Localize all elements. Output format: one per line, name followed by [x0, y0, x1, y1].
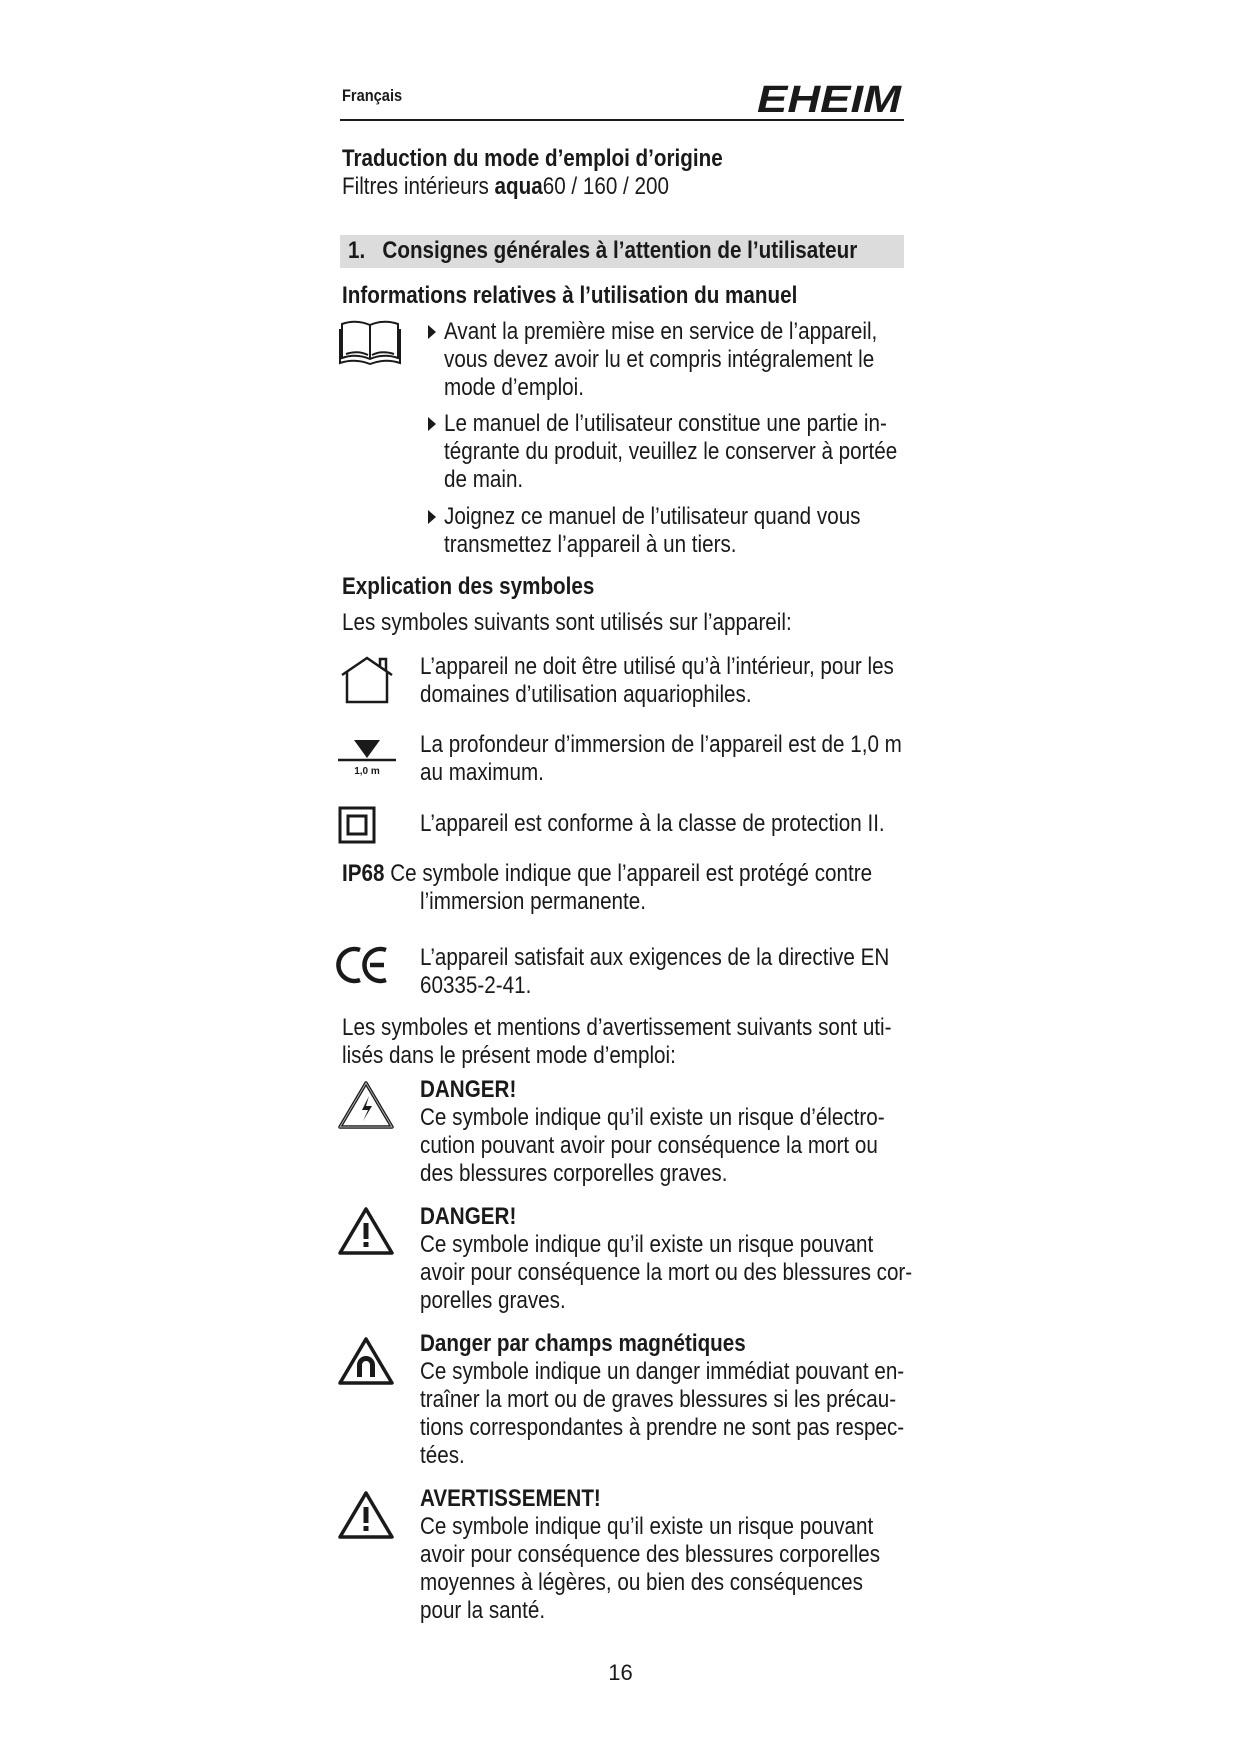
warning-1-line-1: Ce symbole indique qu’il existe un risque d’électro- [420, 1104, 885, 1131]
warnings-intro-line-1: Les symboles et mentions d’avertissement suivants sont uti- [342, 1014, 892, 1041]
magnetic-field-warning-icon [338, 1336, 394, 1386]
depth-label: 1,0 m [354, 766, 380, 777]
warning-3-line-1: Ce symbole indique un danger immédiat pouvant en- [420, 1358, 905, 1385]
warning-3-line-4: tées. [420, 1442, 465, 1469]
warning-4-line-1: Ce symbole indique qu’il existe un risque pouvant [420, 1513, 874, 1540]
warning-1-line-3: des blessures corporelles graves. [420, 1160, 728, 1187]
symbols-heading: Explication des symboles [342, 573, 595, 600]
symbol-house-line-1: L’appareil ne doit être utilisé qu’à l’intérieur, pour les [420, 653, 894, 680]
warning-4-line-2: avoir pour conséquence des blessures corporelles [420, 1541, 881, 1568]
bullet-arrow-icon [428, 325, 436, 339]
symbol-ce-line-2: 60335-2-41. [420, 972, 532, 999]
caution-warning-icon [338, 1490, 394, 1540]
warning-4-title: AVERTISSEMENT! [420, 1485, 601, 1512]
warning-2-line-3: porelles graves. [420, 1287, 566, 1314]
manual-bullet-1-line-2: vous devez avoir lu et compris intégralement le [444, 346, 875, 373]
symbols-intro: Les symboles suivants sont utilisés sur l’appareil: [342, 609, 792, 636]
svg-text:EHEIM: EHEIM [757, 79, 903, 118]
eheim-logo [755, 78, 903, 118]
warnings-intro-line-2: lisés dans le présent mode d’emploi: [342, 1042, 676, 1069]
indoor-house-icon [338, 655, 396, 705]
manual-info-heading: Informations relatives à l’utilisation du manuel [342, 282, 798, 309]
warning-1-line-2: cution pouvant avoir pour conséquence la mort ou [420, 1132, 878, 1159]
manual-bullet-2-line-2: tégrante du produit, veuillez le conserver à portée [444, 438, 898, 465]
ce-mark-icon [336, 945, 392, 985]
warning-3-line-2: traîner la mort ou de graves blessures si les précau- [420, 1386, 897, 1413]
section-heading [340, 235, 904, 268]
symbol-depth-line-2: au maximum. [420, 759, 544, 786]
warning-2-line-1: Ce symbole indique qu’il existe un risque pouvant [420, 1231, 874, 1258]
symbol-class2-line-1: L’appareil est conforme à la classe de protection II. [420, 810, 885, 837]
manual-bullet-2-line-3: de main. [444, 466, 524, 493]
manual-bullet-3-line-1: Joignez ce manuel de l’utilisateur quand vous [444, 503, 861, 530]
general-warning-icon [338, 1206, 394, 1256]
electric-shock-warning-icon [338, 1080, 394, 1130]
book-icon [338, 318, 402, 368]
ip68-label: IP68 [342, 860, 385, 887]
immersion-depth-icon [336, 736, 398, 780]
warning-4-line-4: pour la santé. [420, 1597, 546, 1624]
language-label: Français [342, 86, 403, 105]
manual-bullet-2-line-1: Le manuel de l’utilisateur constitue une partie in- [444, 410, 887, 437]
manual-bullet-1-line-1: Avant la première mise en service de l’appareil, [444, 318, 878, 345]
symbol-ip68-line-1: IP68 Ce symbole indique que l’appareil est protégé contre [342, 860, 873, 887]
manual-bullet-1-line-3: mode d’emploi. [444, 374, 584, 401]
bullet-arrow-icon [428, 510, 436, 524]
warning-3-title: Danger par champs magnétiques [420, 1330, 746, 1357]
document-title: Traduction du mode d’emploi d’origine [342, 145, 723, 172]
symbol-ce-line-1: L’appareil satisfait aux exigences de la directive EN [420, 944, 890, 971]
manual-bullet-3-line-2: transmettez l’appareil à un tiers. [444, 531, 737, 558]
warning-1-title: DANGER! [420, 1076, 517, 1103]
warning-4-line-3: moyennes à légères, ou bien des conséquences [420, 1569, 863, 1596]
symbol-ip68-line-2: l’immersion permanente. [420, 888, 646, 915]
warning-2-title: DANGER! [420, 1203, 517, 1230]
warning-2-line-2: avoir pour conséquence la mort ou des blessures cor- [420, 1259, 913, 1286]
header-rule [340, 119, 904, 121]
symbol-depth-line-1: La profondeur d’immersion de l’appareil est de 1,0 m [420, 731, 902, 758]
document-subtitle: Filtres intérieurs aqua60 / 160 / 200 [342, 173, 669, 200]
symbol-house-line-2: domaines d’utilisation aquariophiles. [420, 681, 752, 708]
section-title: Consignes générales à l’attention de l’utilisateur [382, 237, 858, 264]
bullet-arrow-icon [428, 417, 436, 431]
section-number: 1. [348, 237, 366, 264]
protection-class-2-icon [338, 806, 376, 844]
warning-3-line-3: tions correspondantes à prendre ne sont pas respec- [420, 1414, 905, 1441]
page-number: 16 [608, 1660, 633, 1685]
